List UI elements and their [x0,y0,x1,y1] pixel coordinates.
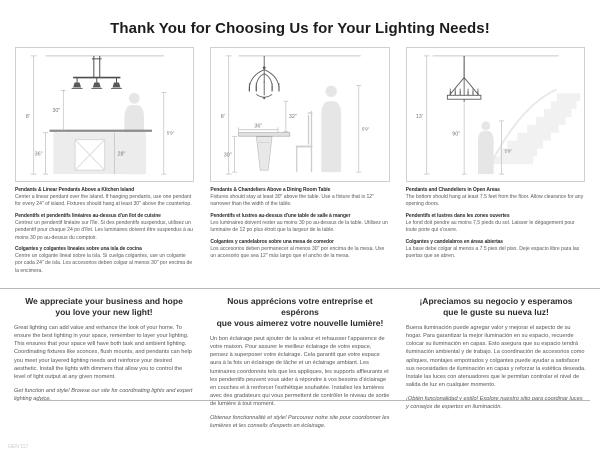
cabinet-door [75,140,105,171]
footer-heading [14,296,194,318]
clearance-dim-line [61,90,66,129]
footer-tagline: Get function and style! Browse our site for coordinating lights and expert lighting advice. [14,387,193,402]
chair [296,111,313,172]
person-silhouette [478,121,494,174]
dining-table-diagram [210,47,389,182]
document-code: GEN 117 [8,444,29,450]
section-fr [15,213,194,242]
clearance-dim-line [284,101,289,132]
section-en [210,187,389,209]
section-body: Center a linear pendant over the island. If hanging pendants, use one pendant for every 24" of island. Fixtures should hang at least 30" above the countertop. [15,194,192,208]
ceiling-height-label: 13' [415,113,423,120]
footer-paragraph: Buena iluminación puede agregar valor y mejorar el aspecto de su hogar. Para garantizar la mejor iluminación en su espacio, recuerde colocar su iluminación en capas. Esto asegura que su espacio tendrá iluminación ambiental y de trabajo. La coordinación de accesorios como apliques, montajes empotrados y colgantes puede ayudar a satisfacer sus necesidades de iluminación en capas y reforzar la estética deseada. Instale las luces con atenuadores que le permitan controlar el nivel de salida de luz en cualquier momento. [406,325,586,388]
chandelier-fixture [249,56,280,99]
dining-table-illustration [211,48,388,181]
section-heading: Pendentifs et lustres au-dessus d'une table de salle à manger [210,212,351,219]
clearance-label: 32" [289,113,298,120]
horizontal-divider-top [0,288,600,289]
staircase-silhouette [493,93,580,164]
section-fr [406,213,585,235]
section-body: Le fond doit pendre au moins 7,5 pieds du sol. Laisser le dégagement pour toute porte qui s'ouvre. [405,219,575,234]
footer-heading [210,296,390,329]
open-area-illustration [407,48,584,181]
section-es [406,239,585,261]
panel-dining-table-text [210,187,389,260]
page-title: Thank You for Choosing Us for Your Lighting Needs! [110,20,490,38]
section-en [15,187,194,209]
person-height-dim-line [161,92,166,174]
section-body: Centre un colgante lineal sobre la isla. Si cuelga colgantes, use un colgante por cada 24" de isla. Los accesorios deben colgar al menos 30" por encima de la encimera. [15,252,193,274]
counter-height-dim-line [43,133,48,174]
thank-you-columns [14,296,586,436]
linear-pendant-fixture [73,56,120,83]
thank-you-column-fr [210,296,390,436]
panel-open-areas-text [406,187,585,260]
footer-heading-line1: ¡Apreciamos su negocio y esperamos [419,296,573,306]
section-heading: Pendentifs et pendentifs linéaires au-dessus d'un îlot de cuisine [15,212,161,219]
section-heading: Colgantes y candelabros sobre una mesa de comedor [210,238,334,245]
table-width-label: 36" [254,123,263,130]
ceiling-height-dim-line [423,56,429,174]
table-height-label: 30" [224,152,233,159]
section-es [15,246,194,275]
panel-kitchen-island-text [15,187,194,275]
person-height-label: 5'9" [166,130,175,136]
person-height-label: 5'9" [362,126,370,132]
section-body: Les luminaires doivent rester au moins 30 po au-dessus de la table. Utilisez un luminaire de 12 po plus étroit que la largeur de la table. [210,219,388,234]
panel-kitchen-island [15,47,194,279]
table-height-dim-line [233,137,238,172]
person-silhouette [322,86,342,172]
footer-tagline: Obtenez fonctionnalité et style! Parcourez notre site pour coordonner les lumières et les conseils d'experts en éclairage. [210,415,390,430]
section-es [210,239,389,261]
panel-dining-table [210,47,389,279]
section-body: The bottom should hang at least 7.5 feet from the floor. Allow clearance for any opening doors. [405,194,584,208]
footer-paragraph: Great lighting can add value and enhance the look of your home. To ensure the best lighting in your space, remember to layer your lighting. This ensures that your space will have both task and ambient lighting. Coordinating fixtures like sconces, flush mounts, and pendants can help you meet your layered lighting needs and reinforce your desired aesthetic. Install the lights with dimmers that allow you to control the level of light output at any given moment. [14,325,192,380]
section-body: Los accesorios deben permanecer al menos 30" por encima de la mesa. Use un accesorio que sea 12" más largo que el ancho de la mesa. [210,245,385,259]
footer-tagline: ¡Obtén funcionalidad y estilo! Explore nuestro sitio para coordinar luces y consejos de expertos en iluminación. [406,395,583,411]
person-height-dim-line [357,85,362,172]
section-body: Centrez un pendentif linéaire sur l'île. Si des pendentifs suspendus, utilisez un pendentif pour chaque 24 po d'îlot. Les luminaires doivent être suspendus à au moins 30 po au-dessus du comptoir. [15,219,193,241]
footer-heading [406,296,586,318]
section-body: Fixtures should stay at least 30" above the table. Use a fixture that is 12" narrower than the width of the table. [210,194,374,208]
island-depth-label: 28" [117,151,126,158]
section-heading: Pendants and Chandeliers in Open Areas [405,187,500,193]
footer-heading-line2: que vous aimerez votre nouvelle lumière! [216,318,384,329]
counter-height-label: 36" [34,151,43,158]
kitchen-island-diagram [15,47,194,182]
thank-you-column-en [14,296,194,436]
section-fr [210,213,389,235]
panel-open-areas [406,47,585,279]
dining-table [239,133,290,170]
ceiling-height-label: 8' [221,113,226,120]
section-heading: Colgantes y colgantes lineales sobre una isla de cocina [15,245,142,252]
section-heading: Pendants & Linear Pendants Above a Kitchen Island [15,187,135,193]
kitchen-island-illustration [16,48,193,181]
ring-chandelier-fixture [447,56,480,102]
footer-paragraph: Un bon éclairage peut ajouter de la valeur et rehausser l'apparence de votre maison. Pour assurer le meilleur éclairage de votre espace, pensez à superposer votre éclairage. Cela garantit que votre espace aura à la fois un éclairage de tâche et un éclairage ambiant. Les luminaires coordonnés tels que les appliques, les supports affleurants et les pendentifs peuvent vous aider à répondre à vos besoins d'éclairage en couches et à renforcer l'esthétique souhaitée. Installez les lumières avec des gradateurs qui vous permettent de contrôler le niveau de sortie de lumière à tout moment. [210,336,390,408]
section-heading: Colgantes y candelabros en áreas abiertas [405,238,503,245]
section-en [406,187,585,209]
ceiling-height-label: 8' [25,113,30,120]
section-heading: Pendentifs et lustres dans les zones ouvertes [405,212,510,219]
pendant-shades [72,82,122,88]
open-area-diagram [406,47,585,182]
diagram-panels [15,47,585,279]
hang-height-label: 90" [451,131,460,138]
footer-heading-line2: you love your new light! [55,307,153,318]
person-height-label: 5'9" [504,148,512,154]
hang-height-dim-line [461,103,466,174]
footer-heading-line1: Nous apprécions votre entreprise et espérons [227,296,373,318]
section-body: La base debe colgar al menos a 7.5 pies del piso. Deje espacio libre para las puertas que se abren. [405,245,580,259]
footer-heading-line1: We appreciate your business and hope [25,296,183,306]
section-heading: Pendants & Chandeliers Above a Dining Room Table [210,187,331,193]
thank-you-column-es [406,296,586,436]
horizontal-divider-bottom [36,400,590,401]
footer-heading-line2: que le guste su nueva luz! [443,307,549,318]
clearance-label: 30" [52,108,61,115]
